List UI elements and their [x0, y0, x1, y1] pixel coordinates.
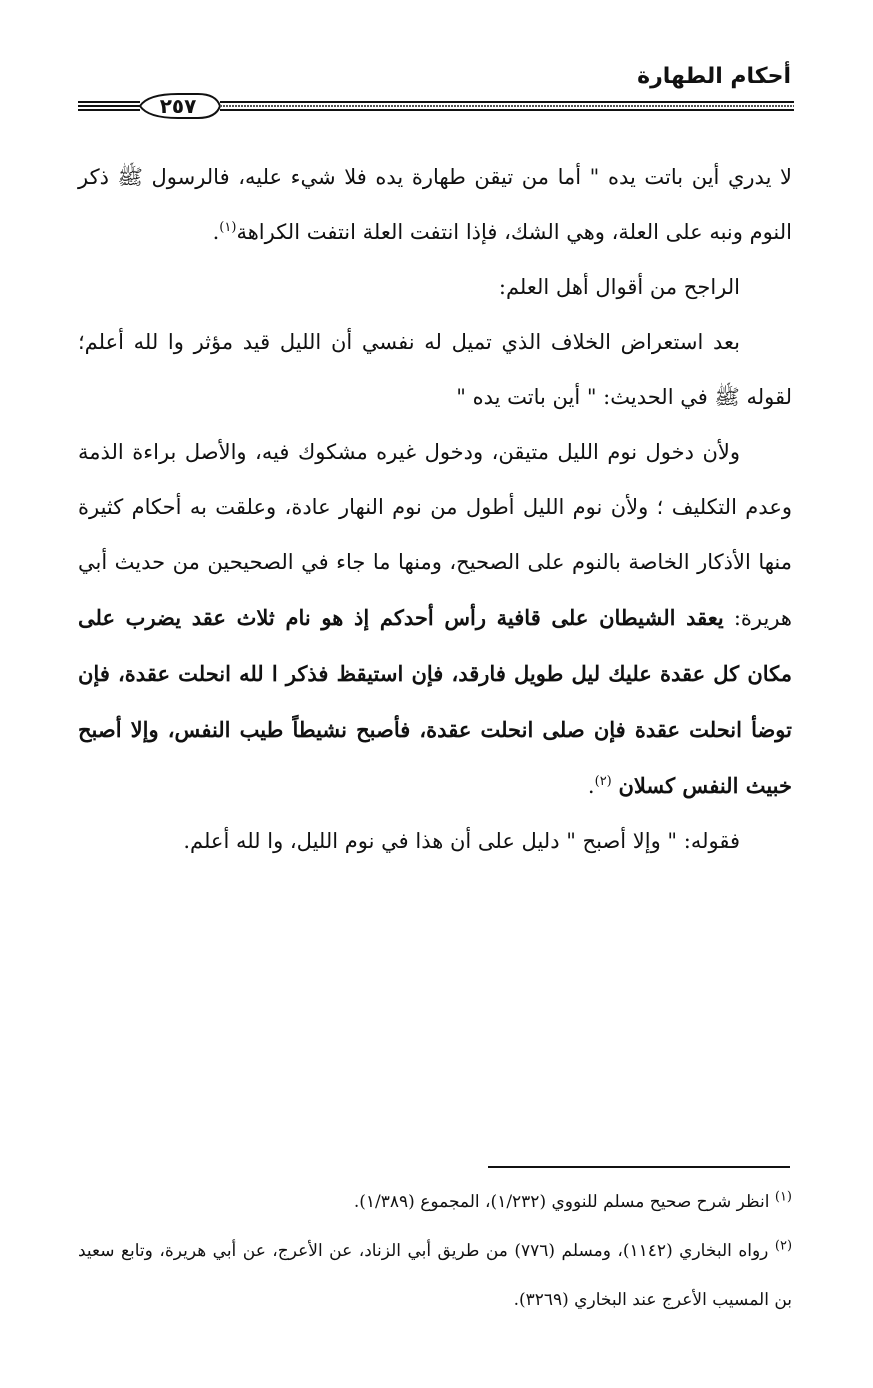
paragraph-3: [78, 425, 792, 814]
footnote-1-marker: (١): [774, 1189, 792, 1205]
footnote-separator: [488, 1166, 790, 1168]
paragraph-1: [78, 150, 792, 260]
paragraph-2: بعد استعراض الخلاف الذي تميل له نفسي أن الليل قيد مؤثر وا لله أعلم؛ لقوله ﷺ في الحديث: " أين باتت يده ": [78, 330, 792, 409]
section-heading: الراجح من أقوال أهل العلم:: [498, 275, 740, 299]
main-text: [78, 150, 792, 869]
paragraph-1-text: لا يدري أين باتت يده " أما من تيقن طهارة يده فلا شيء عليه، فالرسول ﷺ ذكر النوم ونبه على العلة، وهي الشك، فإذا انتفت العلة انتفت الكراهة: [78, 165, 792, 244]
paragraph-3-text: ولأن دخول نوم الليل متيقن، ودخول غيره مشكوك فيه، والأصل براءة الذمة وعدم التكليف ؛ ولأن نوم الليل أطول من نوم النهار عادة، وعلقت به أحكام كثيرة منها الأذكار الخاصة بالنوم على الصحيح، ومنها ما جاء في الصحيحين من حديث أبي هريرة:: [78, 440, 792, 630]
footnote-1-text: انظر شرح صحيح مسلم للنووي (١/٢٣٢)، المجموع (١/٣٨٩).: [353, 1192, 770, 1212]
hadith-quote: يعقد الشيطان على قافية رأس أحدكم إذ هو نام ثلاث عقد يضرب على مكان كل عقدة عليك ليل طويل فارقد، فإن استيقظ فذكر ا لله انحلت عقدة، فإن توضأ انحلت عقدة فإن صلى انحلت عقدة، فأصبح نشيطاً طيب النفس، وإلا أصبح خبيث النفس كسلان: [78, 605, 792, 798]
footnote-ref-1: (١): [219, 220, 237, 235]
footnotes: [78, 1178, 792, 1325]
running-header-title: أحكام الطهارة: [637, 64, 791, 89]
footnote-2-text: رواه البخاري (١١٤٢)، ومسلم (٧٧٦) من طريق أبي الزناد، عن الأعرج، عن أبي هريرة، وتابع سعيد بن المسيب الأعرج عند البخاري (٣٢٦٩).: [78, 1241, 792, 1310]
page-number: ٢٥٧: [159, 94, 197, 118]
footnote-2-marker: (٢): [774, 1238, 793, 1254]
paragraph-1-end: .: [212, 220, 220, 244]
footnote-ref-2: (٢): [594, 774, 612, 789]
paragraph-4: فقوله: " وإلا أصبح " دليل على أن هذا في نوم الليل، وا لله أعلم.: [183, 829, 740, 853]
footnote-2: [78, 1227, 792, 1325]
paragraph-3-end: .: [587, 774, 595, 798]
footnote-1: [78, 1178, 792, 1227]
